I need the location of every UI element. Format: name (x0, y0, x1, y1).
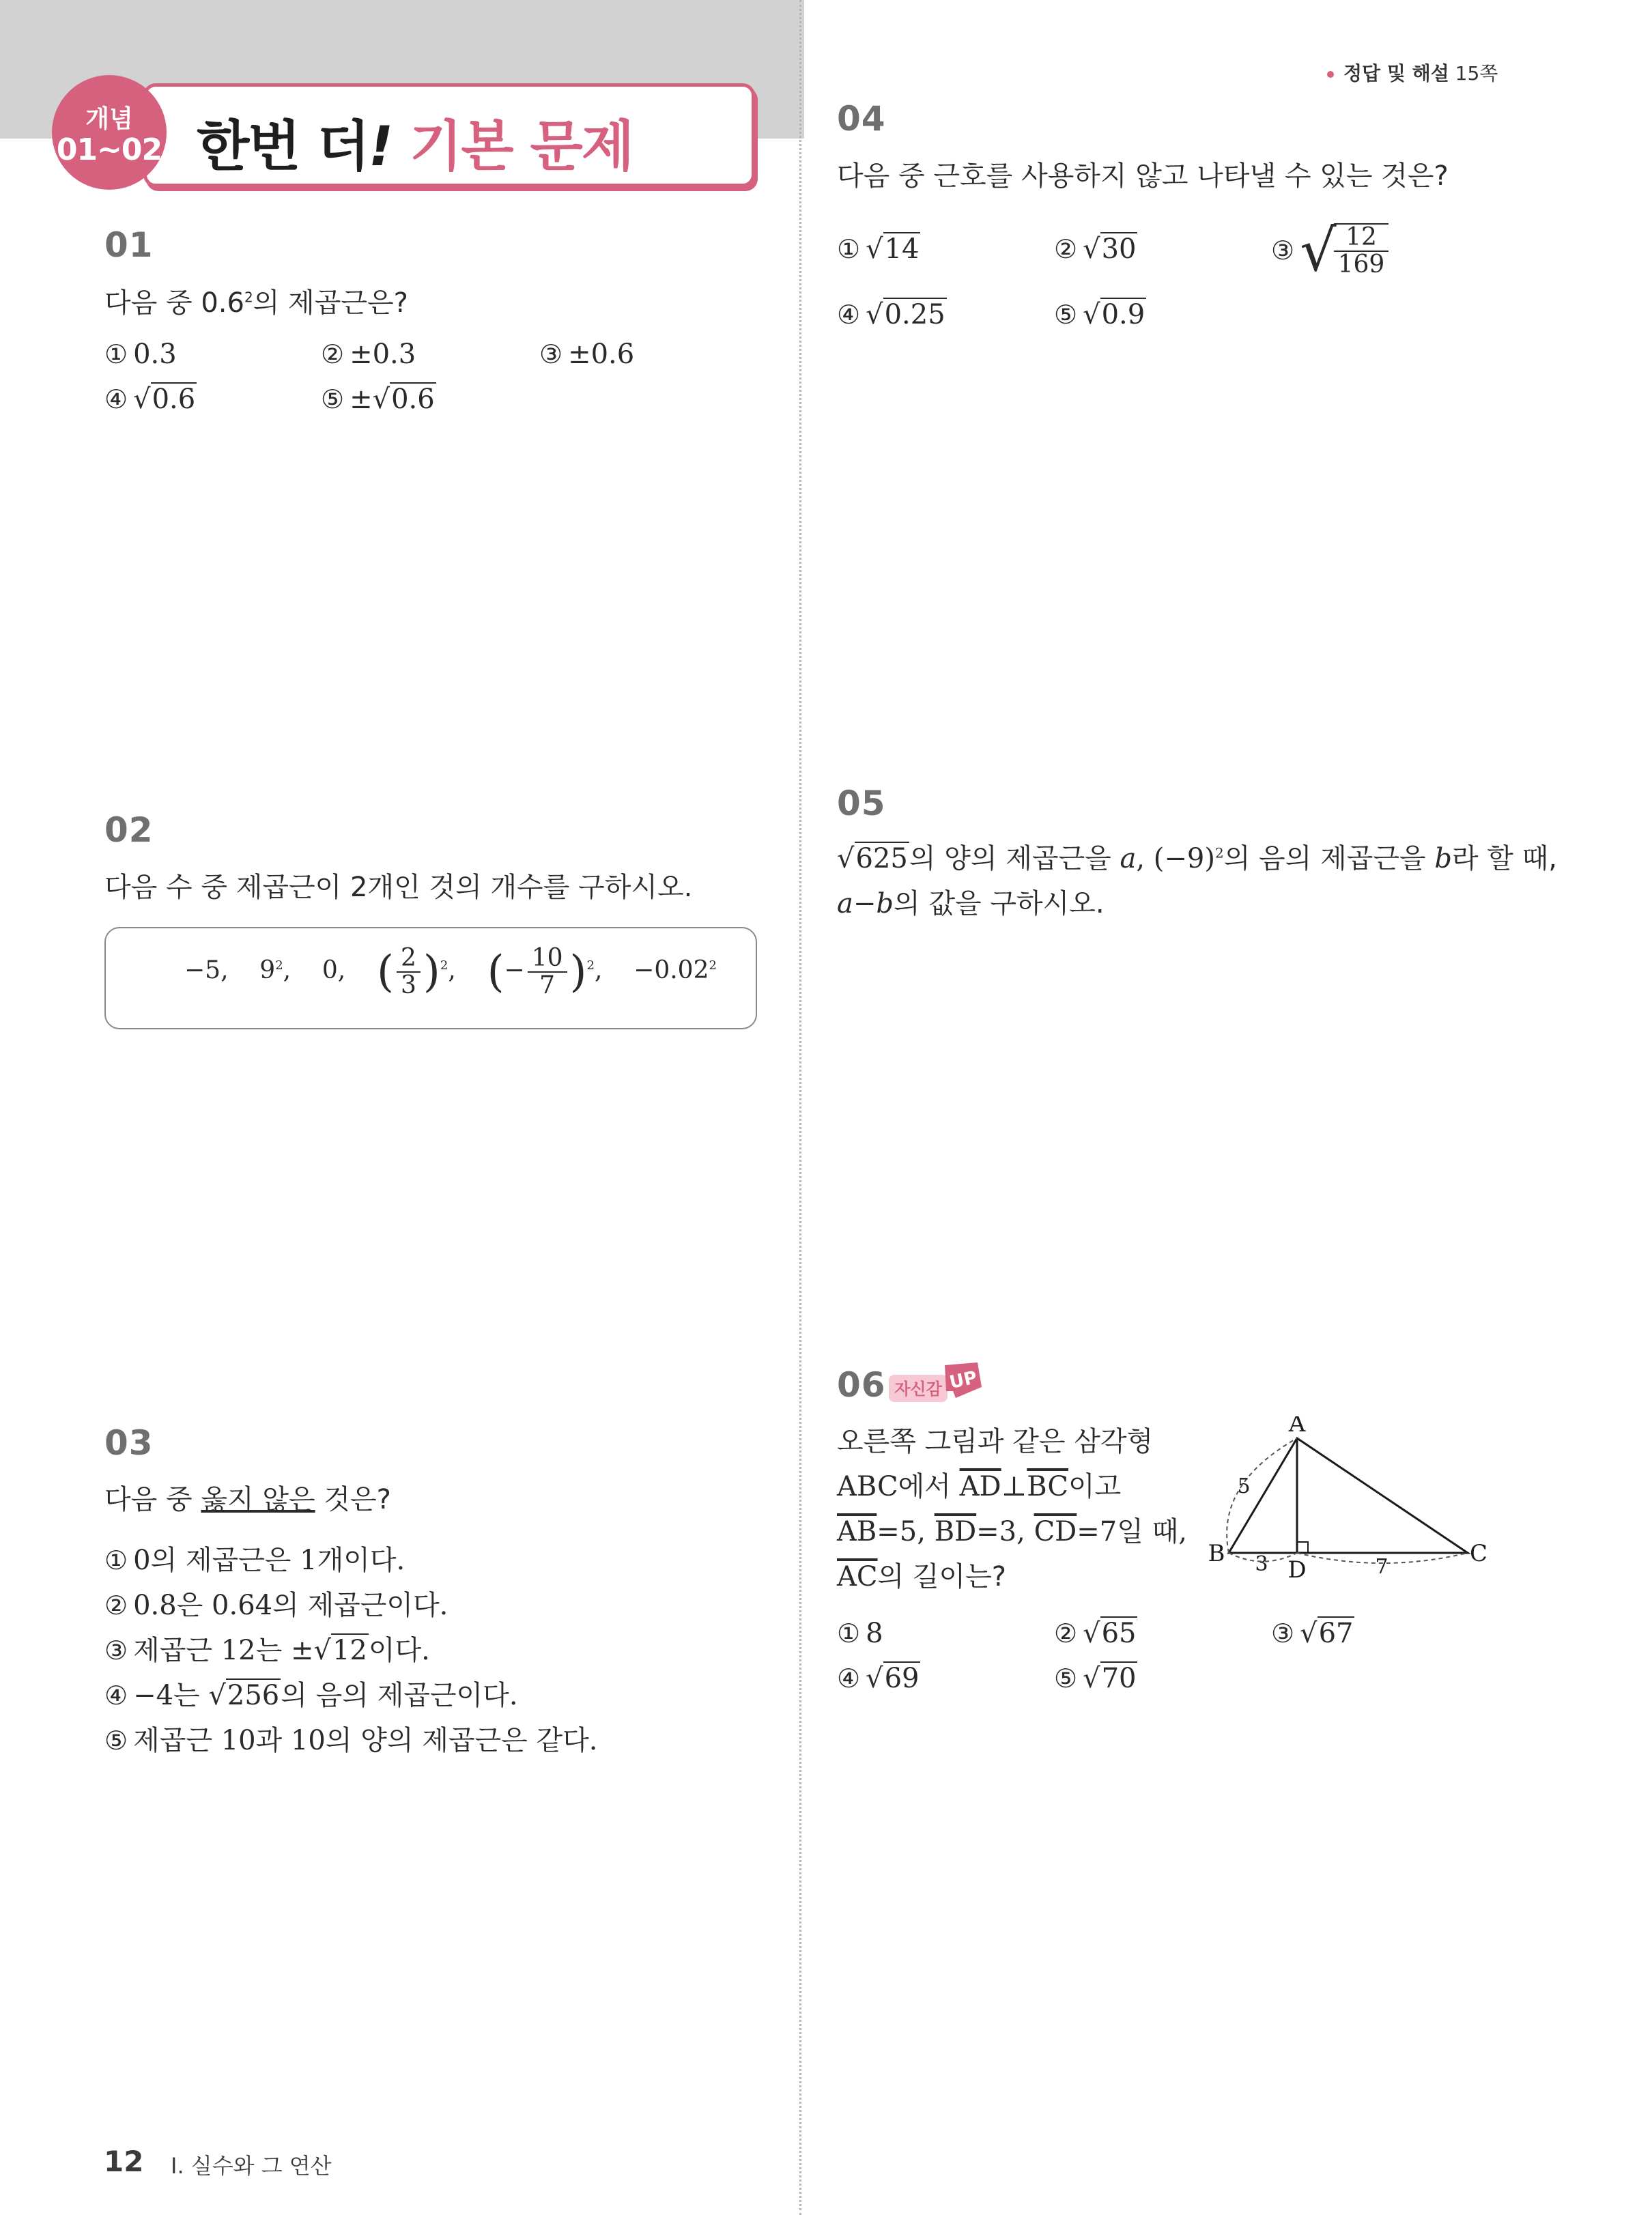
q02-item-4: ( $\frac{2}{3}$ )$^2$, (377, 944, 456, 999)
question-06-line-4 (837, 1555, 1006, 1594)
q01-option-2[interactable] (321, 339, 416, 370)
q06-option-3[interactable] (1271, 1618, 1354, 1649)
q04-option-3[interactable] (1271, 217, 1391, 284)
square-root: √625 (837, 843, 908, 874)
radicand: 625 (855, 843, 908, 874)
answer-reference (1327, 59, 1498, 86)
vertex-label-b: B (1208, 1540, 1225, 1567)
option-text: 0.8은 0.64의 제곱근이다. (133, 1590, 448, 1621)
option-mark: ④ (837, 300, 861, 330)
q03-stem-post: 것은? (315, 1484, 391, 1515)
sign: − (504, 956, 525, 984)
square-root: √ $\frac{12}{169}$ (1300, 217, 1391, 284)
q01-option-5[interactable] (321, 384, 436, 415)
page-title (197, 102, 633, 181)
q03-option-4[interactable] (104, 1674, 518, 1713)
q05-var-a: a (1120, 843, 1137, 874)
q02-item-3: 0, (322, 956, 346, 984)
option-mark: ③ (1271, 235, 1295, 266)
q05-text-a: 의 양의 제곱근을 (909, 843, 1120, 874)
q01-option-3[interactable] (539, 339, 634, 370)
question-02-stem: 다음 수 중 제곱근이 2개인 것의 개수를 구하시오. (104, 872, 693, 903)
denominator: 3 (401, 971, 416, 999)
option-mark: ③ (539, 339, 563, 369)
radicand: 14 (884, 233, 920, 265)
confidence-badge-label: 자신감 (894, 1380, 942, 1399)
square-root: √65 (1083, 1618, 1137, 1649)
title-exclamation: ! (368, 115, 393, 178)
q05-var-b: b (1434, 843, 1452, 874)
question-number-01: 01 (104, 225, 154, 265)
triangle-abc-diagram (1201, 1416, 1488, 1587)
q06-value-ab: =5, (877, 1516, 935, 1547)
option-text: 8 (866, 1618, 883, 1649)
length-label-ab: 5 (1237, 1474, 1251, 1498)
fraction (1334, 223, 1389, 278)
q05-var-a2: a (837, 888, 853, 919)
option-mark: ① (104, 1545, 128, 1575)
option-mark: ② (321, 339, 345, 369)
square-root: √0.6 (133, 384, 196, 415)
option-mark: ③ (1271, 1618, 1295, 1648)
question-number-05: 05 (837, 784, 886, 823)
exponent: 2 (440, 958, 448, 973)
radicand: 0.6 (152, 384, 196, 415)
radicand: 65 (1101, 1618, 1137, 1649)
bullet-icon (1327, 71, 1334, 78)
q03-option-1[interactable] (104, 1539, 405, 1577)
q06-value-cd: =7일 때, (1077, 1516, 1187, 1547)
q02-item-2 (259, 956, 291, 984)
page-number: 12 (104, 2145, 144, 2178)
radicand: 12 (332, 1635, 367, 1666)
perp-symbol: ⊥ (1001, 1471, 1027, 1502)
q06-text: ABC에서 (837, 1471, 960, 1502)
radicand: 70 (1101, 1663, 1137, 1694)
question-06-line-3 (837, 1510, 1187, 1549)
q01-stem-post: 의 제곱근은? (253, 287, 408, 319)
segment-ad: $\overline{AD}$ (959, 1471, 1001, 1502)
q02-number-list (184, 945, 717, 999)
q05-minus: − (853, 888, 877, 919)
q01-option-1[interactable] (104, 339, 177, 370)
numerator: 2 (397, 945, 421, 973)
radicand: 0.25 (884, 299, 945, 330)
q01-option-4[interactable] (104, 384, 197, 415)
exponent: 2 (586, 958, 595, 973)
q05-text-d: 라 할 때, (1451, 843, 1557, 874)
radicand: 256 (227, 1680, 280, 1711)
q02-item-6-exp: 2 (709, 958, 717, 973)
option-text: ±0.3 (350, 339, 416, 370)
q02-item-1: −5, (184, 956, 229, 984)
option-text: 0의 제곱근은 1개이다. (133, 1545, 405, 1576)
radicand: 30 (1101, 233, 1137, 265)
option-mark: ⑤ (104, 1726, 128, 1756)
square-root: √12 (313, 1635, 367, 1666)
q02-item-2-base: 9 (259, 956, 276, 984)
option-text: 제곱근 12는 ± (133, 1635, 314, 1666)
option-mark: ⑤ (321, 384, 345, 414)
numerator: 12 (1334, 225, 1389, 252)
question-05-line-2 (837, 882, 1105, 921)
option-mark: ⑤ (1054, 300, 1078, 330)
option-mark: ④ (837, 1663, 861, 1694)
square-root: √30 (1083, 233, 1137, 265)
segment-bd: $\overline{BD}$ (934, 1516, 977, 1547)
option-mark: ② (1054, 1618, 1078, 1648)
option-mark: ② (1054, 234, 1078, 264)
q04-option-5[interactable] (1054, 299, 1146, 330)
vertex-label-a: A (1288, 1416, 1306, 1438)
question-03-stem (104, 1478, 391, 1517)
q02-item-2-exp: 2 (275, 958, 283, 973)
radicand: 69 (884, 1663, 920, 1694)
q01-stem-sup: 2 (244, 289, 253, 306)
concept-badge-range: 01~02 (56, 132, 162, 167)
answer-reference-label: 정답 및 해설 (1343, 62, 1449, 85)
square-root: √14 (866, 233, 920, 265)
q06-option-5[interactable] (1054, 1663, 1137, 1694)
length-label-cd: 7 (1375, 1555, 1388, 1579)
q01-stem-pre: 다음 중 0.6 (104, 287, 244, 319)
question-04-stem: 다음 중 근호를 사용하지 않고 나타낼 수 있는 것은? (837, 160, 1449, 192)
q03-stem-underlined: 옳지 않은 (201, 1484, 315, 1515)
radicand: 0.9 (1101, 299, 1145, 330)
square-root: √256 (208, 1680, 280, 1711)
option-mark: ⑤ (1054, 1663, 1078, 1694)
option-text-end: 이다. (368, 1635, 430, 1666)
separator: , (448, 956, 456, 984)
square-root: √0.6 (372, 384, 435, 415)
confidence-badge-graphic (887, 1360, 983, 1407)
q02-item-2-sep: , (283, 956, 291, 984)
title-part-1: 한번 더 (197, 115, 369, 178)
question-06-line-1: 오른쪽 그림과 같은 삼각형 (837, 1426, 1154, 1457)
q03-stem-pre: 다음 중 (104, 1484, 201, 1515)
question-number-04: 04 (837, 99, 886, 139)
q06-option-2[interactable] (1054, 1618, 1137, 1649)
question-number-06: 06 (837, 1365, 886, 1405)
q06-option-1[interactable] (837, 1618, 883, 1649)
q05-text-b: , (−9) (1136, 843, 1215, 874)
radicand: 0.6 (391, 384, 435, 415)
option-mark: ④ (104, 1681, 128, 1711)
q05-exponent: 2 (1214, 844, 1224, 861)
q02-item-6 (633, 956, 717, 984)
option-text: ±0.6 (568, 339, 635, 370)
q04-option-2[interactable] (1054, 233, 1137, 265)
column-divider (799, 0, 801, 2215)
chapter-title: I. 실수와 그 연산 (171, 2153, 332, 2179)
square-root: √0.9 (1083, 299, 1145, 330)
q03-option-5[interactable] (104, 1719, 597, 1758)
question-number-03: 03 (104, 1423, 154, 1463)
q02-item-5: (− $\frac{10}{7}$ )$^2$, (487, 944, 603, 999)
fraction (397, 945, 421, 999)
numerator: 10 (528, 945, 567, 973)
question-05-line-1 (837, 837, 1557, 876)
square-root: √0.25 (866, 299, 945, 330)
confidence-up-badge (887, 1360, 983, 1410)
question-01-stem (104, 281, 408, 320)
length-label-bd: 3 (1255, 1552, 1268, 1576)
question-06-line-2 (837, 1465, 1121, 1504)
option-mark: ② (104, 1590, 128, 1620)
q03-option-2[interactable] (104, 1584, 448, 1623)
title-part-2: 기본 문제 (392, 115, 633, 178)
square-root: √67 (1300, 1618, 1354, 1649)
q06-text-end: 이고 (1068, 1471, 1122, 1502)
option-mark: ① (837, 234, 861, 264)
separator: , (594, 956, 603, 984)
option-mark: ④ (104, 384, 128, 414)
q04-option-4[interactable] (837, 299, 947, 330)
option-prefix: ± (350, 384, 373, 415)
q03-option-3[interactable] (104, 1629, 430, 1668)
concept-badge (52, 75, 167, 190)
denominator: 7 (539, 971, 556, 999)
q05-var-b2: b (876, 888, 894, 919)
option-text: −4는 (133, 1680, 209, 1711)
denominator: 169 (1337, 251, 1385, 278)
segment-cd: $\overline{CD}$ (1034, 1516, 1077, 1547)
option-mark: ① (837, 1618, 861, 1648)
triangle-figure (1201, 1416, 1488, 1590)
option-text: 제곱근 10과 10의 양의 제곱근은 같다. (133, 1725, 598, 1756)
segment-bc: $\overline{BC}$ (1027, 1471, 1068, 1502)
fraction (528, 945, 567, 999)
radicand: 67 (1318, 1618, 1354, 1649)
segment-ac: $\overline{AC}$ (837, 1561, 878, 1592)
question-number-02: 02 (104, 810, 154, 850)
answer-reference-page: 15쪽 (1455, 62, 1498, 85)
vertex-label-c: C (1469, 1540, 1488, 1567)
option-mark: ① (104, 339, 128, 369)
q05-text-rest: 의 값을 구하시오. (893, 888, 1105, 919)
q06-value-bd: =3, (976, 1516, 1034, 1547)
confidence-badge-up: UP (948, 1367, 979, 1393)
q05-text-c: 의 음의 제곱근을 (1223, 843, 1435, 874)
segment-ab: $\overline{AB}$ (837, 1516, 877, 1547)
q06-option-4[interactable] (837, 1663, 920, 1694)
option-mark: ③ (104, 1635, 128, 1666)
q06-ask: 의 길이는? (877, 1561, 1007, 1592)
concept-badge-label: 개념 (85, 105, 133, 133)
option-text-end: 의 음의 제곱근이다. (281, 1680, 518, 1711)
q04-option-1[interactable] (837, 233, 920, 265)
square-root: √69 (866, 1663, 920, 1694)
square-root: √70 (1083, 1663, 1137, 1694)
vertex-label-d: D (1287, 1556, 1307, 1584)
option-text: 0.3 (133, 339, 177, 370)
q02-item-6-base: −0.02 (633, 956, 709, 984)
